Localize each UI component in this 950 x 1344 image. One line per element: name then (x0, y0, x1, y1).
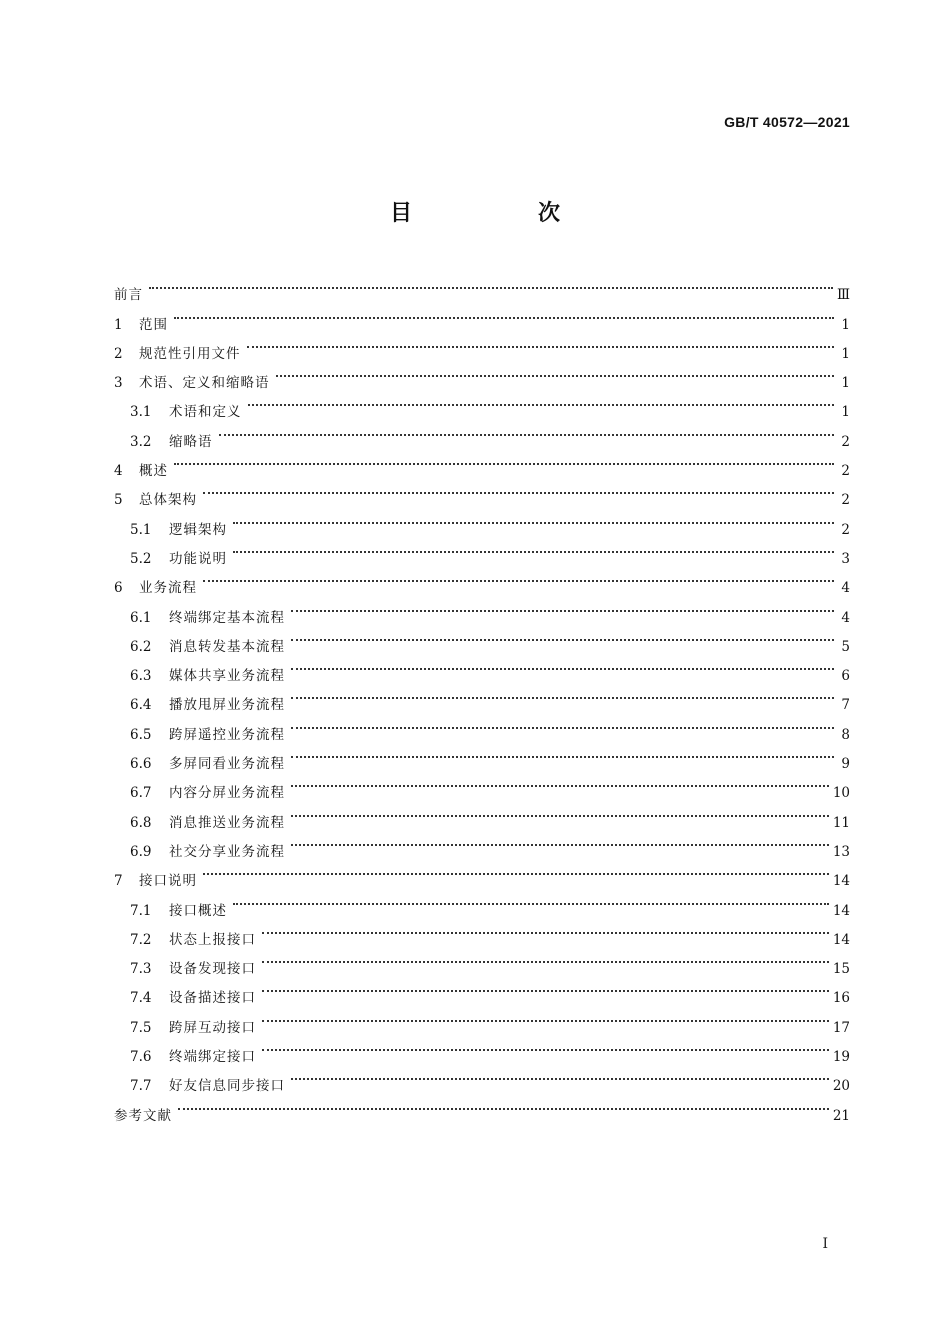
toc-entry-page: 1 (841, 345, 850, 362)
toc-entry-number: 2 (114, 345, 123, 362)
dot-leader (291, 827, 829, 856)
toc-entry-label: 规范性引用文件 (139, 345, 241, 362)
toc-entry-label: 缩略语 (169, 433, 213, 450)
toc-entry-number: 6 (114, 580, 123, 597)
toc-entry-label: 概述 (139, 463, 168, 480)
dot-leader (233, 504, 834, 533)
dot-leader (247, 329, 835, 358)
dot-leader (203, 475, 834, 504)
toc-entry-page: 1 (841, 316, 850, 333)
toc-entry-label: 好友信息同步接口 (169, 1078, 285, 1095)
toc-entry-label: 多屏同看业务流程 (169, 756, 285, 773)
toc-entry-label: 接口概述 (169, 902, 227, 919)
toc-entry-page: 10 (832, 785, 850, 802)
toc-entry-number: 3 (114, 375, 123, 392)
toc-entry[interactable] (114, 299, 850, 333)
toc-entry-page: 21 (832, 1107, 850, 1124)
toc-entry-label: 功能说明 (169, 550, 227, 567)
toc-entry-page: 5 (841, 638, 850, 655)
toc-entry-label: 消息转发基本流程 (169, 638, 285, 655)
toc-entry-label: 跨屏遥控业务流程 (169, 726, 285, 743)
dot-leader (276, 358, 835, 387)
toc-entry-label: 术语、定义和缩略语 (139, 375, 270, 392)
toc-entry-page: 1 (841, 404, 850, 421)
toc-entry[interactable] (114, 270, 850, 304)
toc-entry-number: 6.2 (130, 638, 152, 655)
toc-entry-page: 3 (841, 550, 850, 567)
dot-leader (149, 270, 833, 299)
toc-entry-number: 6.1 (130, 609, 152, 626)
toc-entry-page: 9 (841, 756, 850, 773)
toc-entry-number: 7.5 (130, 1019, 152, 1036)
toc-entry-page: 15 (832, 961, 850, 978)
page-title: 目 次 (389, 201, 612, 226)
toc-entry-number: 5.1 (130, 521, 152, 538)
toc-entry-number: 1 (114, 316, 123, 333)
toc-entry-page: 2 (841, 433, 850, 450)
toc-entry-page: 14 (832, 873, 850, 890)
dot-leader (262, 973, 829, 1002)
dot-leader (233, 534, 834, 563)
toc-entry-label: 播放甩屏业务流程 (169, 697, 285, 714)
toc-entry-number: 3.1 (130, 404, 152, 421)
dot-leader (262, 944, 829, 973)
dot-leader (291, 592, 834, 621)
dot-leader (291, 651, 834, 680)
dot-leader (203, 563, 834, 592)
dot-leader (262, 1002, 829, 1031)
table-of-contents (114, 270, 850, 1124)
toc-entry-page: 14 (832, 902, 850, 919)
toc-entry-number: 5.2 (130, 550, 152, 567)
toc-entry-page: 20 (832, 1078, 850, 1095)
dot-leader (248, 387, 835, 416)
toc-entry-number: 4 (114, 463, 123, 480)
toc-entry-number: 7.4 (130, 990, 152, 1007)
toc-entry-page: 19 (832, 1049, 850, 1066)
dot-leader (219, 416, 835, 445)
toc-entry[interactable] (114, 446, 850, 480)
toc-entry-label: 设备描述接口 (169, 990, 256, 1007)
toc-entry-label: 媒体共享业务流程 (169, 668, 285, 685)
toc-entry-number: 7.7 (130, 1078, 152, 1095)
toc-entry-label: 逻辑架构 (169, 521, 227, 538)
toc-entry-label: 终端绑定接口 (169, 1049, 256, 1066)
toc-entry-label: 状态上报接口 (169, 931, 256, 948)
toc-entry-label: 术语和定义 (169, 404, 242, 421)
dot-leader (291, 768, 829, 797)
toc-entry-number: 7.2 (130, 931, 152, 948)
standard-code: GB/T 40572—2021 (724, 114, 850, 130)
toc-entry-number: 6.7 (130, 785, 152, 802)
toc-entry-label: 社交分享业务流程 (169, 843, 285, 860)
dot-leader (291, 680, 834, 709)
toc-entry-page: 16 (832, 990, 850, 1007)
dot-leader (291, 797, 829, 826)
dot-leader (174, 299, 834, 328)
toc-entry-number: 7.1 (130, 902, 152, 919)
toc-entry-page: 17 (832, 1019, 850, 1036)
toc-entry-page: 4 (841, 580, 850, 597)
toc-entry[interactable] (114, 856, 850, 890)
toc-entry-label: 范围 (139, 316, 168, 333)
toc-entry-page: 14 (832, 931, 850, 948)
toc-entry-page: 6 (841, 668, 850, 685)
toc-entry[interactable] (114, 416, 850, 450)
toc-entry-page: 4 (841, 609, 850, 626)
toc-entry-number: 6.4 (130, 697, 152, 714)
toc-entry-page: 2 (841, 492, 850, 509)
toc-entry-label: 终端绑定基本流程 (169, 609, 285, 626)
toc-entry-number: 7.3 (130, 961, 152, 978)
toc-entry-label: 前言 (114, 287, 143, 304)
toc-entry-number: 7.6 (130, 1049, 152, 1066)
toc-entry-page: 13 (832, 843, 850, 860)
toc-entry-label: 参考文献 (114, 1107, 172, 1124)
page-number: I (822, 1236, 828, 1252)
toc-entry-number: 6.5 (130, 726, 152, 743)
toc-entry-label: 内容分屏业务流程 (169, 785, 285, 802)
toc-entry[interactable] (114, 592, 850, 626)
dot-leader (203, 856, 829, 885)
dot-leader (178, 1090, 829, 1119)
toc-entry-number: 5 (114, 492, 123, 509)
toc-entry-number: 3.2 (130, 433, 152, 450)
toc-entry-page: Ⅲ (836, 287, 850, 304)
toc-entry-label: 设备发现接口 (169, 961, 256, 978)
toc-entry-page: 11 (832, 814, 850, 831)
toc-entry[interactable] (114, 504, 850, 538)
dot-leader (291, 739, 834, 768)
toc-entry-number: 6.3 (130, 668, 152, 685)
toc-entry-page: 1 (841, 375, 850, 392)
toc-entry[interactable] (114, 1090, 850, 1124)
toc-entry-number: 6.9 (130, 843, 152, 860)
toc-entry-label: 跨屏互动接口 (169, 1019, 256, 1036)
toc-entry-label: 总体架构 (139, 492, 197, 509)
dot-leader (174, 446, 834, 475)
toc-entry-label: 消息推送业务流程 (169, 814, 285, 831)
dot-leader (291, 709, 834, 738)
dot-leader (262, 915, 829, 944)
dot-leader (262, 1032, 829, 1061)
toc-entry-page: 2 (841, 463, 850, 480)
toc-entry-page: 2 (841, 521, 850, 538)
toc-entry-number: 6.6 (130, 756, 152, 773)
toc-entry-number: 6.8 (130, 814, 152, 831)
toc-entry-number: 7 (114, 873, 123, 890)
toc-entry[interactable] (114, 475, 850, 509)
toc-entry[interactable] (114, 885, 850, 919)
dot-leader (291, 1061, 829, 1090)
toc-entry-page: 8 (841, 726, 850, 743)
toc-entry-label: 接口说明 (139, 873, 197, 890)
dot-leader (233, 885, 829, 914)
toc-entry[interactable] (114, 329, 850, 362)
toc-entry-page: 7 (841, 697, 850, 714)
toc-entry-label: 业务流程 (139, 580, 197, 597)
toc-entry[interactable] (114, 563, 850, 597)
dot-leader (291, 622, 834, 651)
